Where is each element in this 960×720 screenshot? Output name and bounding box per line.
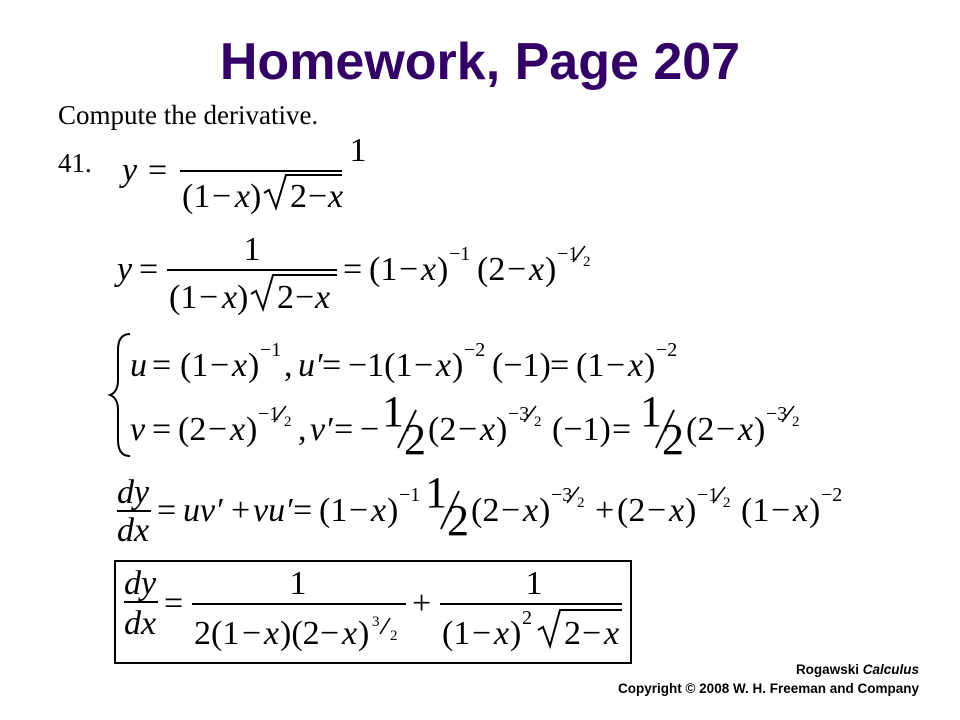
svg-text:=: = (343, 251, 363, 288)
svg-text:dy: dy (124, 565, 157, 602)
svg-text:1: 1 (243, 231, 261, 268)
svg-text:−2: −2 (821, 484, 843, 506)
svg-text:v: v (130, 411, 146, 448)
svg-text:−: − (349, 492, 369, 529)
svg-text:(1: (1 (369, 251, 398, 288)
svg-text:3: 3 (372, 614, 380, 630)
svg-text:−1: −1 (697, 484, 719, 506)
final-answer-box (114, 560, 634, 666)
svg-text:x: x (628, 347, 644, 384)
svg-text:(−1): (−1) (492, 347, 551, 384)
svg-text:−: − (212, 178, 232, 215)
svg-text:x: x (480, 411, 496, 448)
svg-text:y: y (117, 251, 133, 288)
svg-text:2: 2 (522, 607, 532, 629)
svg-text:): ) (358, 615, 370, 652)
svg-text:=: = (322, 347, 342, 384)
svg-text:=: = (612, 411, 632, 448)
svg-text:uv′: uv′ (183, 492, 223, 529)
svg-text:−3: −3 (766, 403, 788, 425)
svg-text:(1: (1 (182, 178, 211, 215)
svg-text:2: 2 (662, 415, 684, 464)
svg-text:,: , (284, 347, 293, 384)
credit-author: Rogawski (795, 662, 863, 677)
svg-text:): ) (246, 411, 258, 448)
svg-text:)(2: )(2 (280, 615, 320, 652)
svg-text:−3: −3 (551, 484, 573, 506)
svg-text:−1: −1 (399, 484, 421, 506)
svg-text:): ) (496, 411, 508, 448)
svg-text:2(1: 2(1 (194, 615, 240, 652)
svg-text:−2: −2 (464, 339, 486, 361)
svg-text:dy: dy (117, 474, 150, 511)
credit-book: Calculus (862, 662, 919, 677)
credit-copyright: Copyright © 2008 W. H. Freeman and Company (617, 681, 919, 696)
svg-text:x: x (436, 347, 452, 384)
svg-text:−1: −1 (449, 243, 471, 265)
svg-text:(2: (2 (428, 411, 457, 448)
svg-text:−1: −1 (557, 243, 579, 265)
svg-text:(1: (1 (180, 347, 209, 384)
svg-text:1: 1 (349, 132, 367, 169)
svg-text:−: − (606, 347, 626, 384)
svg-text:=: = (152, 347, 172, 384)
solution-line-4 (115, 468, 855, 550)
svg-text:2: 2 (390, 628, 398, 644)
svg-text:2: 2 (277, 279, 294, 316)
svg-text:(1: (1 (319, 492, 348, 529)
svg-text:(−1): (−1) (552, 411, 611, 448)
svg-text:=: = (139, 251, 159, 288)
svg-text:y: y (122, 152, 138, 189)
problem-number: 41. (58, 148, 92, 178)
svg-text:): ) (237, 279, 249, 316)
svg-text:): ) (545, 251, 557, 288)
svg-text:dx: dx (124, 605, 157, 642)
svg-text:(2: (2 (471, 492, 500, 529)
svg-text:2: 2 (284, 414, 292, 430)
svg-text:u: u (130, 347, 147, 384)
svg-text:(2: (2 (178, 411, 207, 448)
svg-text:x: x (793, 492, 809, 529)
svg-text:−: − (582, 615, 602, 652)
svg-text:u′: u′ (298, 347, 323, 384)
svg-text:x: x (232, 347, 248, 384)
svg-text:): ) (437, 251, 449, 288)
svg-text:=: = (152, 411, 172, 448)
svg-text:2: 2 (577, 495, 585, 511)
svg-text:): ) (754, 411, 766, 448)
svg-text:−: − (295, 279, 315, 316)
svg-text:(1: (1 (576, 347, 605, 384)
svg-text:−: − (399, 251, 419, 288)
svg-text:x: x (315, 279, 331, 316)
svg-text:2: 2 (583, 254, 591, 270)
problem-instruction: Compute the derivative. (58, 100, 319, 130)
svg-text:): ) (387, 492, 399, 529)
svg-text:2: 2 (534, 414, 542, 430)
svg-text:2: 2 (447, 496, 469, 545)
svg-text:2: 2 (404, 415, 426, 464)
svg-text:1: 1 (382, 387, 404, 436)
copyright-credit (618, 660, 919, 698)
svg-text:x: x (494, 615, 510, 652)
svg-text:): ) (644, 347, 656, 384)
svg-text:=: = (550, 347, 570, 384)
svg-text:x: x (230, 411, 246, 448)
svg-text:1: 1 (289, 565, 307, 602)
svg-text:x: x (264, 615, 280, 652)
svg-text:−1: −1 (258, 403, 280, 425)
svg-text:−: − (647, 492, 667, 529)
svg-text:2: 2 (723, 495, 731, 511)
svg-text:(1: (1 (442, 615, 471, 652)
svg-text:1: 1 (525, 565, 543, 602)
credit-line-1 (618, 660, 919, 679)
svg-text:(2: (2 (686, 411, 715, 448)
svg-text:): ) (510, 615, 522, 652)
svg-text:−: − (458, 411, 478, 448)
svg-text:−: − (210, 347, 230, 384)
svg-text:=: = (148, 152, 168, 189)
svg-text:x: x (328, 178, 344, 215)
svg-text:x: x (523, 492, 539, 529)
svg-text:x: x (604, 615, 620, 652)
svg-text:): ) (452, 347, 464, 384)
svg-text:dx: dx (117, 512, 150, 549)
svg-text:2: 2 (564, 615, 581, 652)
svg-text:−: − (199, 279, 219, 316)
svg-text:−: − (716, 411, 736, 448)
svg-text:x: x (529, 251, 545, 288)
svg-text:−1: −1 (260, 339, 282, 361)
svg-text:−: − (472, 615, 492, 652)
svg-text:+: + (595, 492, 615, 529)
given-equation (120, 132, 367, 215)
svg-text:): ) (809, 492, 821, 529)
svg-text:+: + (412, 585, 432, 622)
svg-text:1: 1 (640, 387, 662, 436)
svg-text:x: x (421, 251, 437, 288)
slide-title: Homework, Page 207 (219, 33, 741, 91)
svg-text:vu′: vu′ (253, 492, 293, 529)
svg-text:=: = (157, 492, 177, 529)
svg-text:−: − (242, 615, 262, 652)
svg-text:2: 2 (290, 178, 307, 215)
svg-text:−1(1: −1(1 (348, 347, 413, 384)
svg-text:−: − (507, 251, 527, 288)
svg-text:x: x (342, 615, 358, 652)
svg-text:(2: (2 (617, 492, 646, 529)
svg-text:x: x (235, 178, 251, 215)
svg-text:x: x (222, 279, 238, 316)
svg-text:=: = (164, 585, 184, 622)
svg-text:): ) (685, 492, 697, 529)
svg-text:(2: (2 (477, 251, 506, 288)
svg-text:−2: −2 (656, 339, 678, 361)
svg-text:=: = (334, 411, 354, 448)
svg-text:−3: −3 (508, 403, 530, 425)
svg-text:): ) (250, 178, 262, 215)
svg-text:,: , (298, 411, 307, 448)
svg-text:−: − (414, 347, 434, 384)
svg-text:v′: v′ (310, 411, 333, 448)
solution-line-1 (115, 232, 605, 317)
svg-text:): ) (539, 492, 551, 529)
svg-text:−: − (320, 615, 340, 652)
svg-text:x: x (738, 411, 754, 448)
svg-text:(1: (1 (169, 279, 198, 316)
svg-text:2: 2 (792, 414, 800, 430)
svg-text:x: x (669, 492, 685, 529)
svg-text:(1: (1 (741, 492, 770, 529)
svg-text:−: − (208, 411, 228, 448)
svg-text:x: x (371, 492, 387, 529)
svg-text:=: = (293, 492, 313, 529)
svg-text:−: − (360, 411, 380, 448)
svg-text:−: − (308, 178, 328, 215)
solution-system (108, 330, 828, 464)
svg-text:−: − (771, 492, 791, 529)
svg-text:): ) (248, 347, 260, 384)
svg-text:−: − (501, 492, 521, 529)
svg-text:1: 1 (425, 468, 447, 517)
svg-text:+: + (231, 492, 251, 529)
